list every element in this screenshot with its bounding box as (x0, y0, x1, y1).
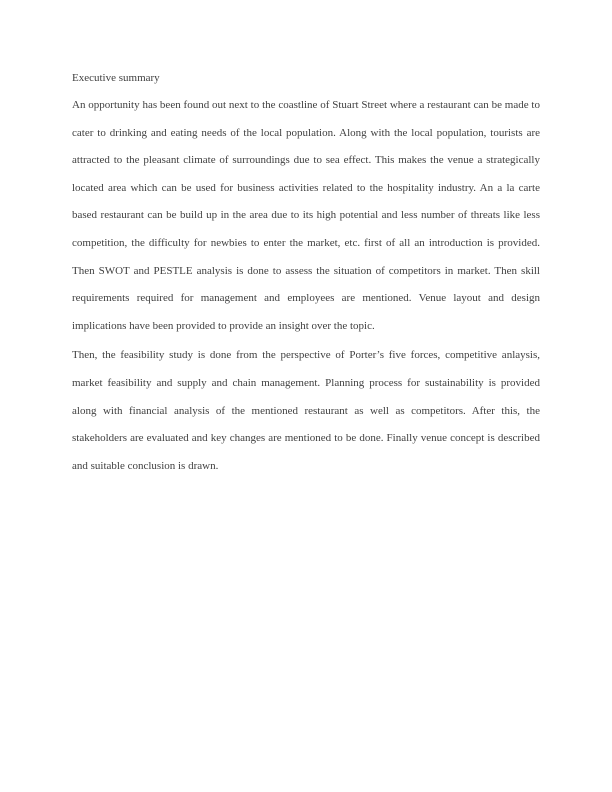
paragraph-2: Then, the feasibility study is done from the perspective of Porter’s five forces, competitive anlaysis, market feasibility and supply and chain management. Planning process for sustainability is provided along with financial analysis of the mentioned restaurant as well as competitors. After this, the stakeholders are evaluated and key changes are mentioned to be done. Finally venue concept is described and suitable conclusion is drawn. (72, 349, 540, 472)
section-heading: Executive summary (72, 72, 160, 84)
paragraph-1: An opportunity has been found out next to the coastline of Stuart Street where a restaurant can be made to cater to drinking and eating needs of the local population. Along with the local population, tourists are attracted to the pleasant climate of surroundings due to sea effect. This makes the venue a strategically located area which can be used for business activities related to the hospitality industry. An a la carte based restaurant can be build up in the area due to its high potential and less number of threats like less competition, the difficulty for newbies to enter the market, etc. first of all an introduction is provided. Then SWOT and PESTLE analysis is done to assess the situation of competitors in market. Then skill requirements required for management and employees are mentioned. Venue layout and design implications have been provided to provide an insight over the topic. (72, 99, 540, 332)
document-body (72, 70, 540, 480)
